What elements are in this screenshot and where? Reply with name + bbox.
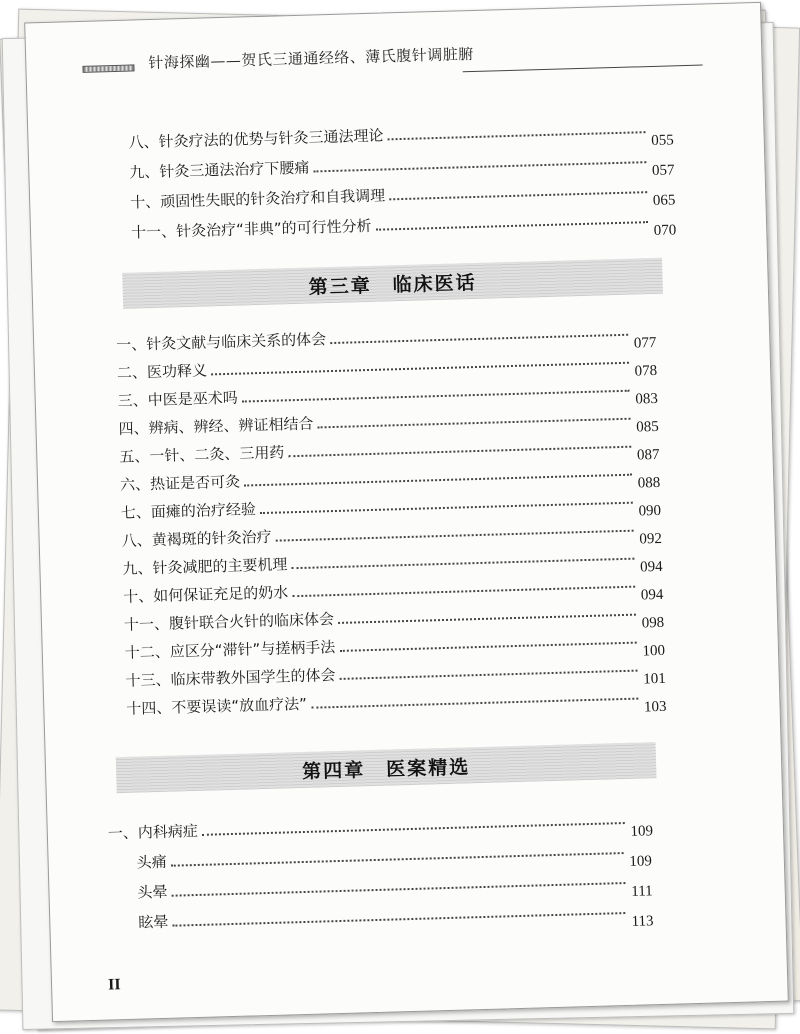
toc-leader-dots	[244, 474, 631, 487]
toc-leader-dots	[172, 882, 625, 897]
chapter-heading: 第三章 临床医话	[308, 271, 477, 299]
toc-entry-page: 065	[652, 192, 676, 209]
toc-entry-page: 087	[636, 446, 660, 464]
toc-entry-page: 088	[637, 474, 661, 492]
toc-leader-dots	[313, 161, 645, 172]
chapter-heading-band	[122, 258, 663, 309]
toc-entry-title: 十一、针灸治疗“非典”的可行性分析	[130, 216, 372, 242]
toc-leader-dots	[292, 558, 634, 570]
running-header	[82, 35, 703, 92]
toc-leader-dots	[172, 912, 625, 927]
toc-entry-page: 100	[642, 642, 666, 660]
chapter-heading: 第四章 医案精选	[301, 755, 471, 783]
toc-entry-page: 098	[641, 614, 665, 632]
toc-entry-title: 五、一针、二灸、三用药	[119, 443, 285, 466]
toc-leader-dots	[340, 670, 637, 680]
toc-leader-dots	[260, 502, 632, 514]
toc-leader-dots	[242, 390, 629, 403]
toc-leader-dots	[202, 822, 624, 836]
toc-leader-dots	[318, 418, 630, 429]
toc-entry-title: 三、中医是巫术吗	[117, 388, 239, 411]
toc-entry-title: 十四、不要误读“放血疗法”	[126, 694, 308, 718]
toc-page	[24, 2, 789, 1022]
toc-entry-title: 九、针灸减肥的主要机理	[122, 555, 288, 578]
toc-entry-page: 090	[638, 502, 662, 520]
toc-entry-title: 八、黄褐斑的针灸治疗	[121, 527, 272, 550]
toc-entry[interactable]	[137, 866, 652, 902]
toc-entry-page: 085	[636, 418, 659, 436]
toc-entry-page: 109	[629, 853, 653, 870]
toc-entry-title: 八、针灸疗法的优势与针灸三通法理论	[128, 126, 384, 152]
toc-entry[interactable]	[131, 205, 676, 242]
toc-entry-page: 111	[631, 883, 653, 900]
header-rule	[463, 65, 703, 73]
toc-entry-page: 103	[643, 698, 667, 716]
toc-entry-title: 头痛	[136, 852, 167, 872]
toc-leader-dots	[288, 446, 630, 458]
toc-leader-dots	[311, 698, 638, 709]
toc-entry-title: 一、针灸文献与临床关系的体会	[115, 330, 327, 355]
toc-leader-dots	[389, 191, 646, 200]
toc-entry-page: 055	[651, 132, 674, 150]
toc-entry-title: 七、面瘫的治疗经验	[120, 500, 257, 522]
toc-leader-dots	[211, 362, 628, 376]
chapter-heading-band	[116, 742, 657, 793]
toc-entry-page: 092	[639, 530, 663, 548]
toc-entry-title: 九、针灸三通法治疗下腰痛	[129, 158, 310, 182]
toc-entry[interactable]	[138, 896, 653, 932]
toc-entry-title: 头晕	[137, 882, 168, 902]
toc-entry-title: 十二、应区分“滞针”与搓柄手法	[124, 638, 336, 662]
toc-entry-page: 113	[631, 913, 654, 930]
toc-entry-page: 057	[651, 162, 675, 180]
header-ornament	[82, 64, 134, 72]
toc-entry-title: 一、内科病症	[107, 821, 199, 843]
toc-entry-title: 十、顽固性失眠的针灸治疗和自我调理	[130, 186, 386, 212]
toc-entry-title: 十一、腹针联合火针的临床体会	[123, 610, 335, 634]
toc-leader-dots	[376, 221, 648, 231]
toc-entry-title: 二、医功释义	[116, 361, 208, 383]
page-folio: II	[107, 976, 121, 994]
toc-entry-page: 070	[653, 222, 677, 239]
toc-entry-title: 四、辨病、辨经、辨证相结合	[118, 414, 314, 439]
toc-entry-title: 十三、临床带教外国学生的体会	[125, 666, 336, 690]
toc-entry-title: 眩晕	[138, 912, 169, 932]
toc-entry-page: 083	[635, 390, 659, 408]
toc-entry-page: 101	[643, 670, 666, 688]
toc-entry-page: 078	[634, 362, 658, 380]
toc-leader-dots	[330, 334, 627, 344]
toc-entry-page: 094	[639, 558, 663, 576]
toc-leader-dots	[292, 586, 634, 598]
toc-leader-dots	[339, 642, 636, 652]
toc-entry[interactable]	[136, 836, 651, 872]
toc-leader-dots	[276, 530, 633, 542]
toc-entry-page: 077	[633, 334, 657, 352]
running-header-title: 针海探幽——贺氏三通通经络、薄氏腹针调脏腑	[148, 44, 475, 73]
toc-leader-dots	[338, 614, 635, 624]
toc-entry-page: 109	[630, 823, 654, 840]
toc-entry-title: 十、如何保证充足的奶水	[123, 583, 289, 606]
toc-entry-title: 六、热证是否可灸	[119, 472, 241, 494]
toc-leader-dots	[388, 131, 645, 140]
toc-leader-dots	[171, 852, 623, 867]
toc-entry-page: 094	[640, 586, 664, 604]
